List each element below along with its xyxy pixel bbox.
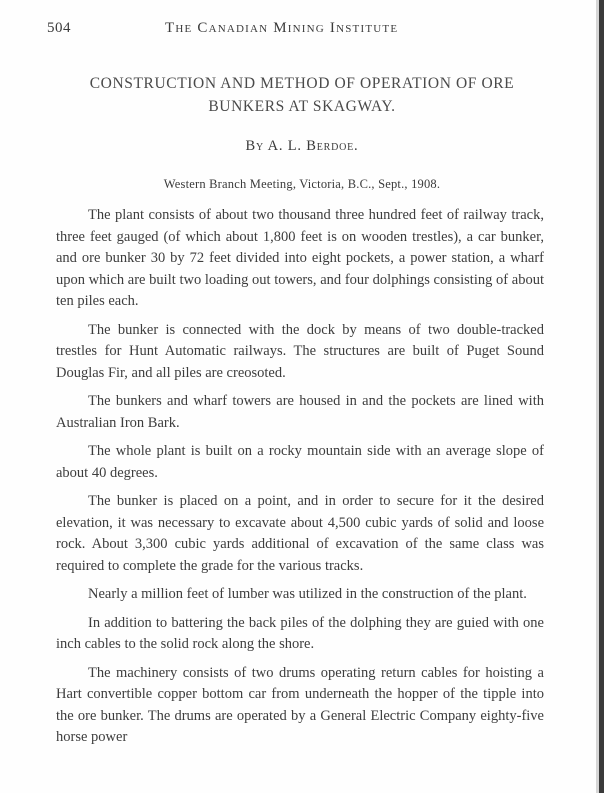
article-title <box>40 72 564 118</box>
running-header <box>47 20 557 40</box>
meeting-note: Western Branch Meeting, Victoria, B.C., Sept., 1908. <box>163 177 441 191</box>
running-title: The Canadian Mining Institute <box>165 20 399 36</box>
paragraph-excavation: The bunker is placed on a point, and in order to secure for it the desired elevation, it was necessary to excavate about 4,500 cubic yards of solid and loose rock. About 3,300 cubic yards additional of excavation of the same class was required to complete the grade for the various tracks. <box>56 493 544 574</box>
author-byline: By A. L. Berdoe. <box>245 138 359 154</box>
article-body <box>56 205 544 756</box>
paragraph-machinery: The machinery consists of two drums operating return cables for hoisting a Hart convertible copper bottom car from underneath the hopper of the tipple into the ore bunker. The drums are operated by a General Electric Company eighty-five horse power <box>56 664 544 745</box>
page-number: 504 <box>47 20 71 36</box>
paragraph-dolphings: In addition to battering the back piles of the dolphing they are guied with one inch cables to the solid rock along the shore. <box>56 614 544 652</box>
paragraph-plant-overview: The plant consists of about two thousand three hundred feet of railway track, three feet gauged (of which about 1,800 feet is on wooden trestles), a car bunker, and ore bunker 30 by 72 feet divided into eight pockets, a power station, a wharf upon which are built two loading out towers, and four dolphings consisting of about ten piles each. <box>56 207 544 309</box>
paragraph-trestles: The bunker is connected with the dock by means of two double-tracked trestles for Hunt Automatic railways. The structures are built of Puget Sound Douglas Fir, and all piles are creosoted. <box>56 321 544 381</box>
paragraph-lumber: Nearly a million feet of lumber was utilized in the construction of the plant. <box>88 586 527 602</box>
paragraph-site-slope: The whole plant is built on a rocky mountain side with an average slope of about 40 degrees. <box>56 443 544 481</box>
page-edge <box>599 0 604 793</box>
paragraph-housing: The bunkers and wharf towers are housed in and the pockets are lined with Australian Iron Bark. <box>56 393 544 431</box>
article-title-line-1: CONSTRUCTION AND METHOD OF OPERATION OF ORE <box>89 75 515 92</box>
article-title-line-2: BUNKERS AT SKAGWAY. <box>208 98 396 115</box>
